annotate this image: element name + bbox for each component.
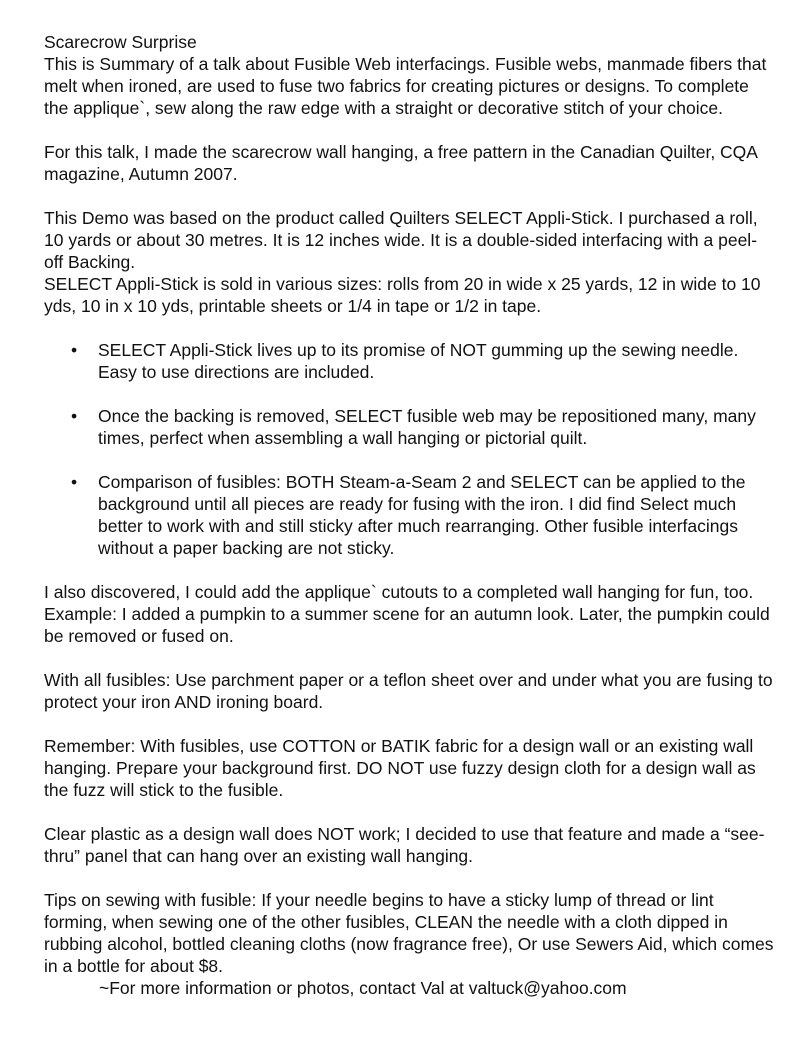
- contact-signoff: ~For more information or photos, contact Val at valtuck@yahoo.com: [99, 978, 627, 998]
- clear-plastic-paragraph: Clear plastic as a design wall does NOT work; I decided to use that feature and made a “see-thru” panel that can hang over an existing wall hanging.: [44, 824, 765, 866]
- document-page: [44, 31, 774, 999]
- bullet-item: [44, 339, 774, 383]
- document-title: Scarecrow Surprise: [44, 32, 197, 52]
- bullet-text: Once the backing is removed, SELECT fusible web may be repositioned many, many times, perfect when assembling a wall hanging or pictorial quilt.: [98, 406, 756, 448]
- sizes-paragraph: SELECT Appli-Stick is sold in various sizes: rolls from 20 in wide x 25 yards, 12 in wide to 10 yds, 10 in x 10 yds, printable sheets or 1/4 in tape or 1/2 in tape.: [44, 274, 761, 316]
- all-fusibles-paragraph: With all fusibles: Use parchment paper or a teflon sheet over and under what you are fusing to protect your iron AND ironing board.: [44, 670, 773, 712]
- intro-paragraph: This is Summary of a talk about Fusible Web interfacings. Fusible webs, manmade fibers that melt when ironed, are used to fuse two fabrics for creating pictures or designs. To complete the applique`, sew along the raw edge with a straight or decorative stitch of your choice.: [44, 54, 767, 118]
- bullet-text: SELECT Appli-Stick lives up to its promise of NOT gumming up the sewing needle. Easy to use directions are included.: [98, 340, 739, 382]
- bullet-list: [44, 339, 774, 559]
- bullet-icon: •: [71, 406, 78, 426]
- demo-paragraph: This Demo was based on the product called Quilters SELECT Appli-Stick. I purchased a roll, 10 yards or about 30 metres. It is 12 inches wide. It is a double-sided interfacing with a peel-off Backing.: [44, 208, 758, 272]
- bullet-item: [44, 471, 774, 559]
- remember-paragraph: Remember: With fusibles, use COTTON or BATIK fabric for a design wall or an existing wall hanging. Prepare your background first. DO NOT use fuzzy design cloth for a design wall as the fuzz will stick to the fusible.: [44, 736, 756, 800]
- bullet-item: [44, 405, 774, 449]
- tips-paragraph: Tips on sewing with fusible: If your needle begins to have a sticky lump of thread or lint forming, when sewing one of the other fusibles, CLEAN the needle with a cloth dipped in rubbing alcohol, bottled cleaning cloths (now fragrance free), Or use Sewers Aid, which comes in a bottle for about $8.: [44, 890, 774, 976]
- bullet-icon: •: [71, 340, 78, 360]
- discovered-paragraph: I also discovered, I could add the applique` cutouts to a completed wall hanging for fun, too. Example: I added a pumpkin to a summer scene for an autumn look. Later, the pumpkin could be removed or fused on.: [44, 582, 770, 646]
- bullet-text: Comparison of fusibles: BOTH Steam-a-Seam 2 and SELECT can be applied to the background until all pieces are ready for fusing with the iron. I did find Select much better to work with and still sticky after much rearranging. Other fusible interfacings without a paper backing are not sticky.: [98, 472, 746, 558]
- bullet-icon: •: [71, 472, 78, 492]
- talk-paragraph: For this talk, I made the scarecrow wall hanging, a free pattern in the Canadian Quilter, CQA magazine, Autumn 2007.: [44, 142, 758, 184]
